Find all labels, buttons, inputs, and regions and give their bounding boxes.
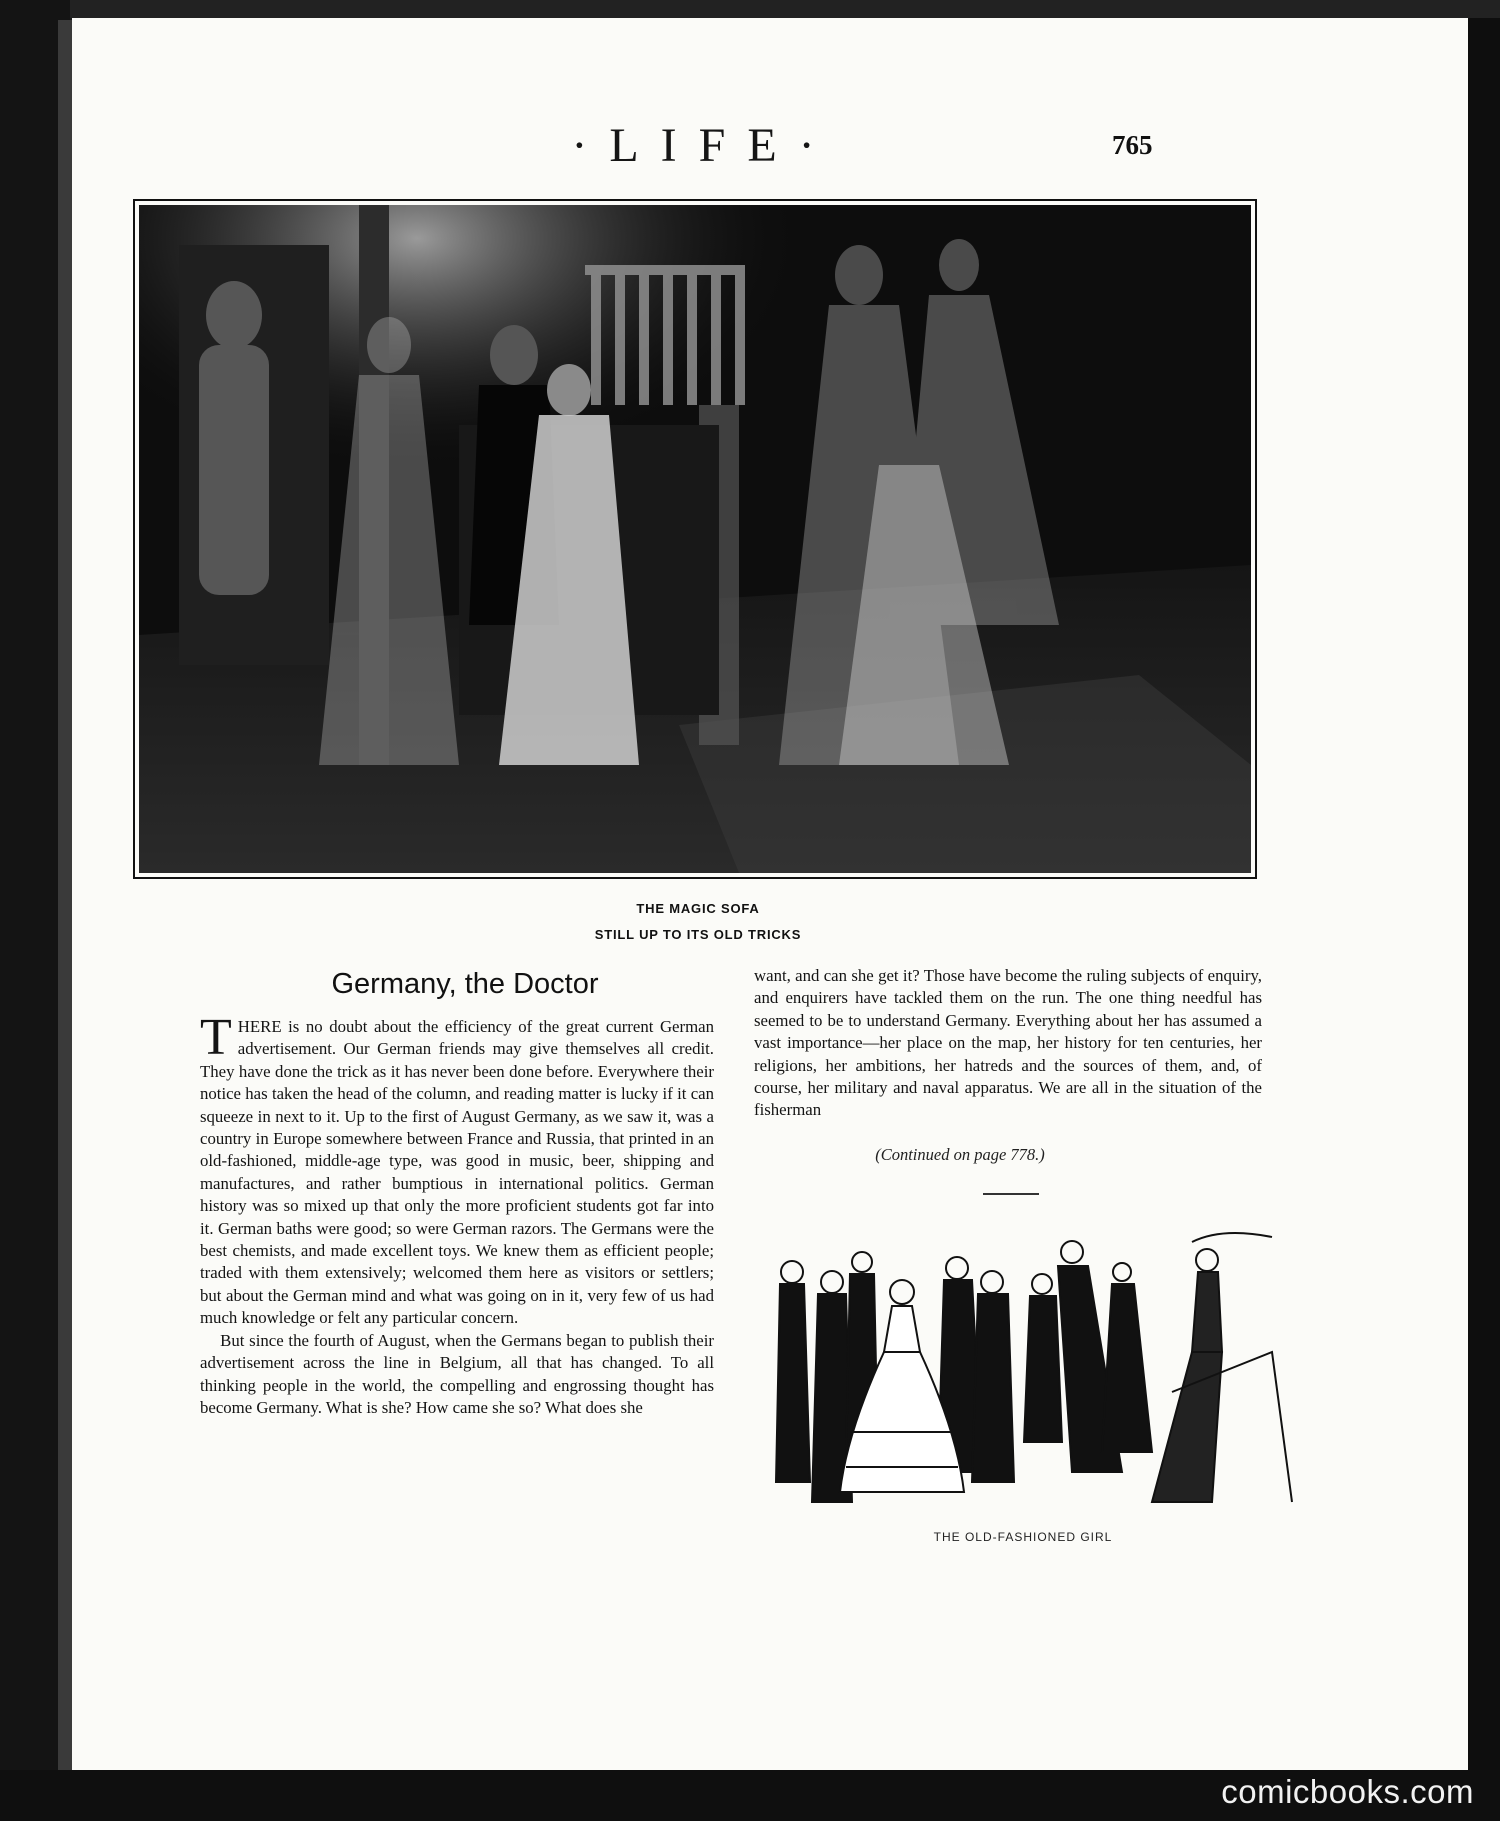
article-right-column (754, 965, 1262, 1122)
spine-edge (58, 20, 72, 1770)
plate-illustration-frame (133, 199, 1257, 879)
continued-note: (Continued on page 778.) (875, 1145, 1045, 1164)
scan-top-border (0, 0, 1500, 18)
article-paragraph-1 (200, 1009, 714, 1330)
page-number: 765 (1112, 130, 1153, 160)
plate-caption-title: THE MAGIC SOFA (636, 901, 760, 916)
scan-right-border (1468, 18, 1500, 1770)
old-fashioned-girl-drawing (752, 1232, 1330, 1522)
watermark-text: comicbooks.com (1221, 1773, 1474, 1810)
magic-sofa-illustration (139, 205, 1251, 873)
paragraph-1-text: HERE is no doubt about the efficiency of the great current German advertisement. Our German friends may give themselves all credit. They have done the trick as it has never been done before. Everywhere their notice has taken the head of the column, and reading matter is lucky if it can squeeze in next to it. Up to the first of August Germany, as we saw it, was a country in Europe somewhere between France and Russia, that printed in an old-fashioned, middle-age type, was good in music, beer, shipping and manufactures, and rather bumptious in international politics. German history was so mixed up that only the more proficient students got far into it. German baths were good; so were German razors. The Germans were the best chemists, and made excellent toys. We knew them as efficient people; traded with them extensively; welcomed them here as visitors or settlers; but about the German mind and what was going on in it, very few of us had much knowledge or felt any particular concern. (200, 1017, 714, 1328)
article-paragraph-2: But since the fourth of August, when the Germans began to publish their advertisement across the line in Belgium, all that has changed. To all thinking people in the world, the compelling and engrossing thought has become Germany. What is she? How came she so? What does she (200, 1330, 714, 1417)
plate-caption-subtitle: STILL UP TO ITS OLD TRICKS (594, 927, 802, 942)
article-left-column (200, 1009, 714, 1419)
article-title: Germany, the Doctor (331, 968, 599, 1000)
article-paragraph-3: want, and can she get it? Those have become the ruling subjects of enquiry, and enquirers have tackled them on the run. The one thing needful has seemed to be to understand Germany. Everything about her has assumed a vast importance—her place on the map, her history for ten centuries, her religions, her ambitions, her hatreds and the sources of them, and, of course, her military and naval apparatus. We are all in the situation of the fisherman (754, 966, 1262, 1120)
drop-cap: T (200, 1009, 232, 1066)
drawing-caption: THE OLD-FASHIONED GIRL (933, 1530, 1113, 1544)
section-rule (983, 1193, 1039, 1195)
masthead-title: ·LIFE· (571, 119, 837, 172)
